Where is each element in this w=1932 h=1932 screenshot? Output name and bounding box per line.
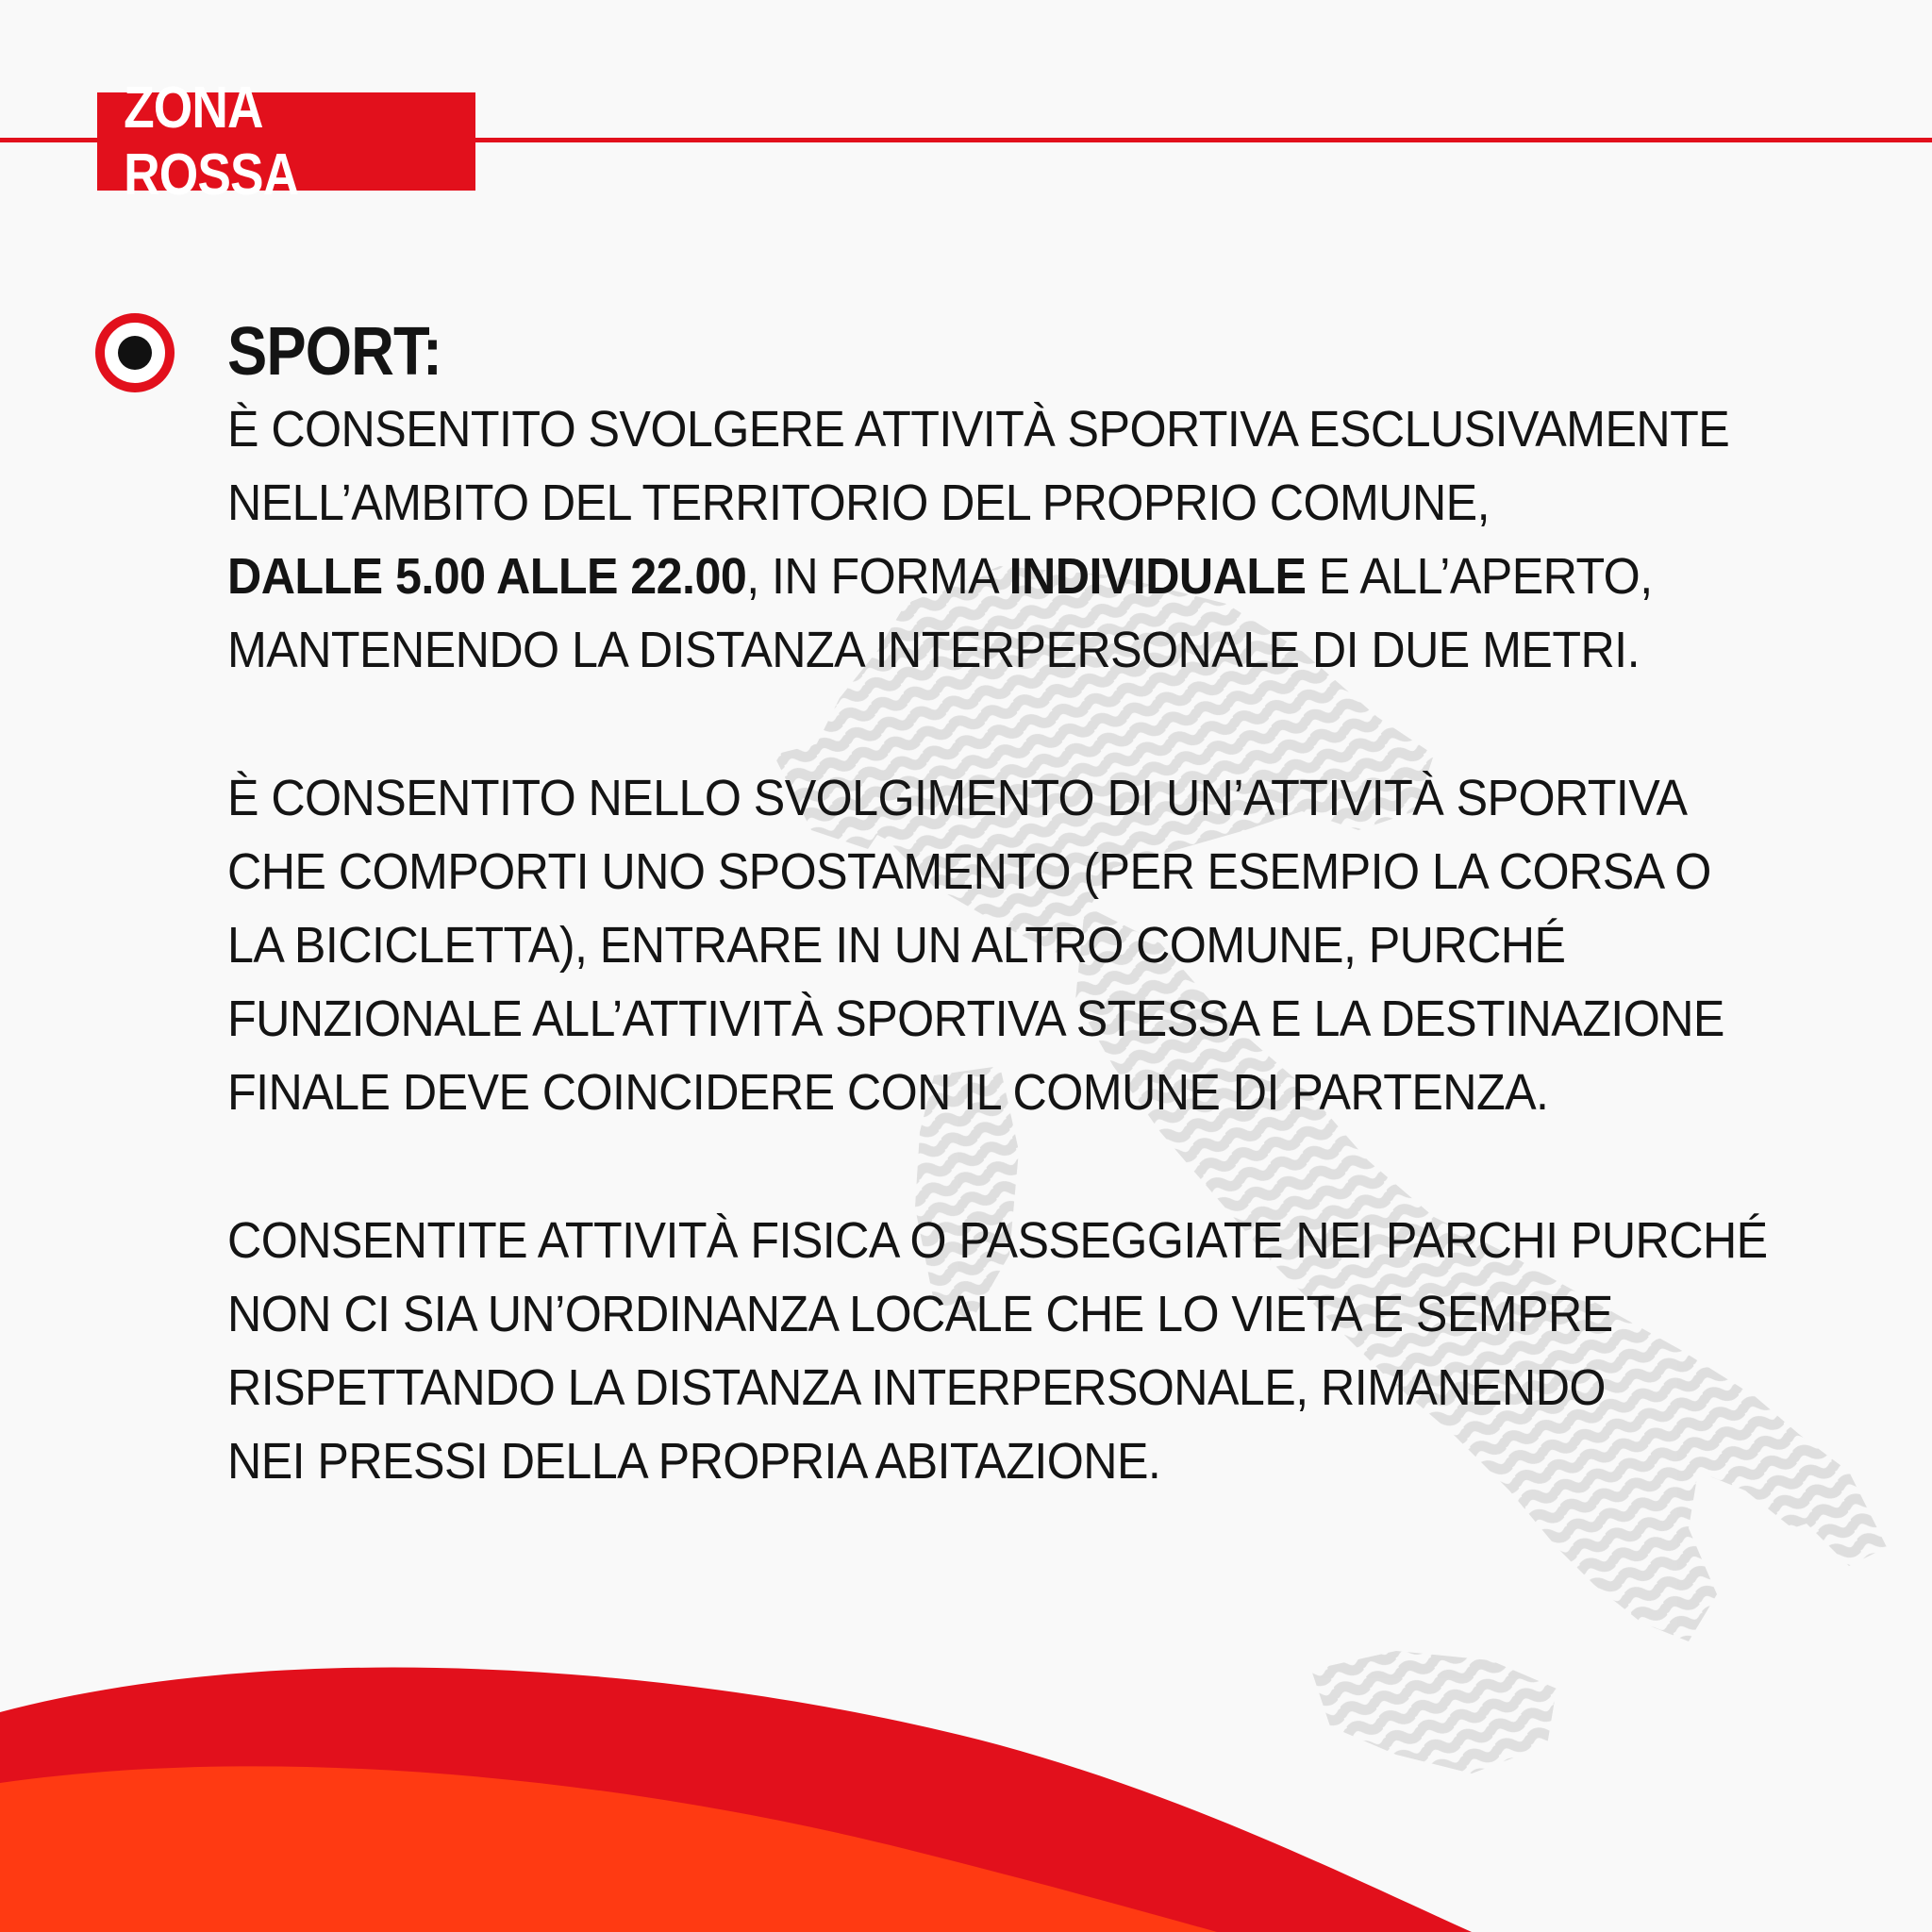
text-line: NON CI SIA UN’ORDINANZA LOCALE CHE LO VIETA E SEMPRE bbox=[227, 1286, 1613, 1342]
text-line: RISPETTANDO LA DISTANZA INTERPERSONALE, RIMANENDO bbox=[227, 1359, 1606, 1416]
text-line: NELL’AMBITO DEL TERRITORIO DEL PROPRIO COMUNE, bbox=[227, 475, 1491, 531]
text-line: FINALE DEVE COINCIDERE CON IL COMUNE DI PARTENZA. bbox=[227, 1064, 1549, 1121]
text-line: NEI PRESSI DELLA PROPRIA ABITAZIONE. bbox=[227, 1433, 1161, 1490]
zone-label-text: ZONA ROSSA bbox=[124, 75, 299, 208]
text-line: CONSENTITE ATTIVITÀ FISICA O PASSEGGIATE NEI PARCHI PURCHÉ bbox=[227, 1212, 1768, 1269]
text-line: CHE COMPORTI UNO SPOSTAMENTO (PER ESEMPIO LA CORSA O bbox=[227, 843, 1711, 900]
text-line: LA BICICLETTA), ENTRARE IN UN ALTRO COMUNE, PURCHÉ bbox=[227, 917, 1566, 974]
individual-emphasis: INDIVIDUALE bbox=[1008, 548, 1307, 605]
section-title: SPORT: bbox=[227, 314, 442, 390]
text-fragment: E ALL’APERTO, bbox=[1306, 548, 1653, 605]
text-line: È CONSENTITO NELLO SVOLGIMENTO DI UN’ATTIVITÀ SPORTIVA bbox=[227, 770, 1688, 826]
text-line: MANTENENDO LA DISTANZA INTERPERSONALE DI DUE METRI. bbox=[227, 622, 1640, 678]
text-line: È CONSENTITO SVOLGERE ATTIVITÀ SPORTIVA ESCLUSIVAMENTE bbox=[227, 401, 1730, 458]
hours-emphasis: DALLE 5.00 ALLE 22.00 bbox=[227, 548, 747, 605]
text-line: FUNZIONALE ALL’ATTIVITÀ SPORTIVA STESSA E LA DESTINAZIONE bbox=[227, 991, 1724, 1047]
text-fragment: , IN FORMA bbox=[746, 548, 1009, 605]
